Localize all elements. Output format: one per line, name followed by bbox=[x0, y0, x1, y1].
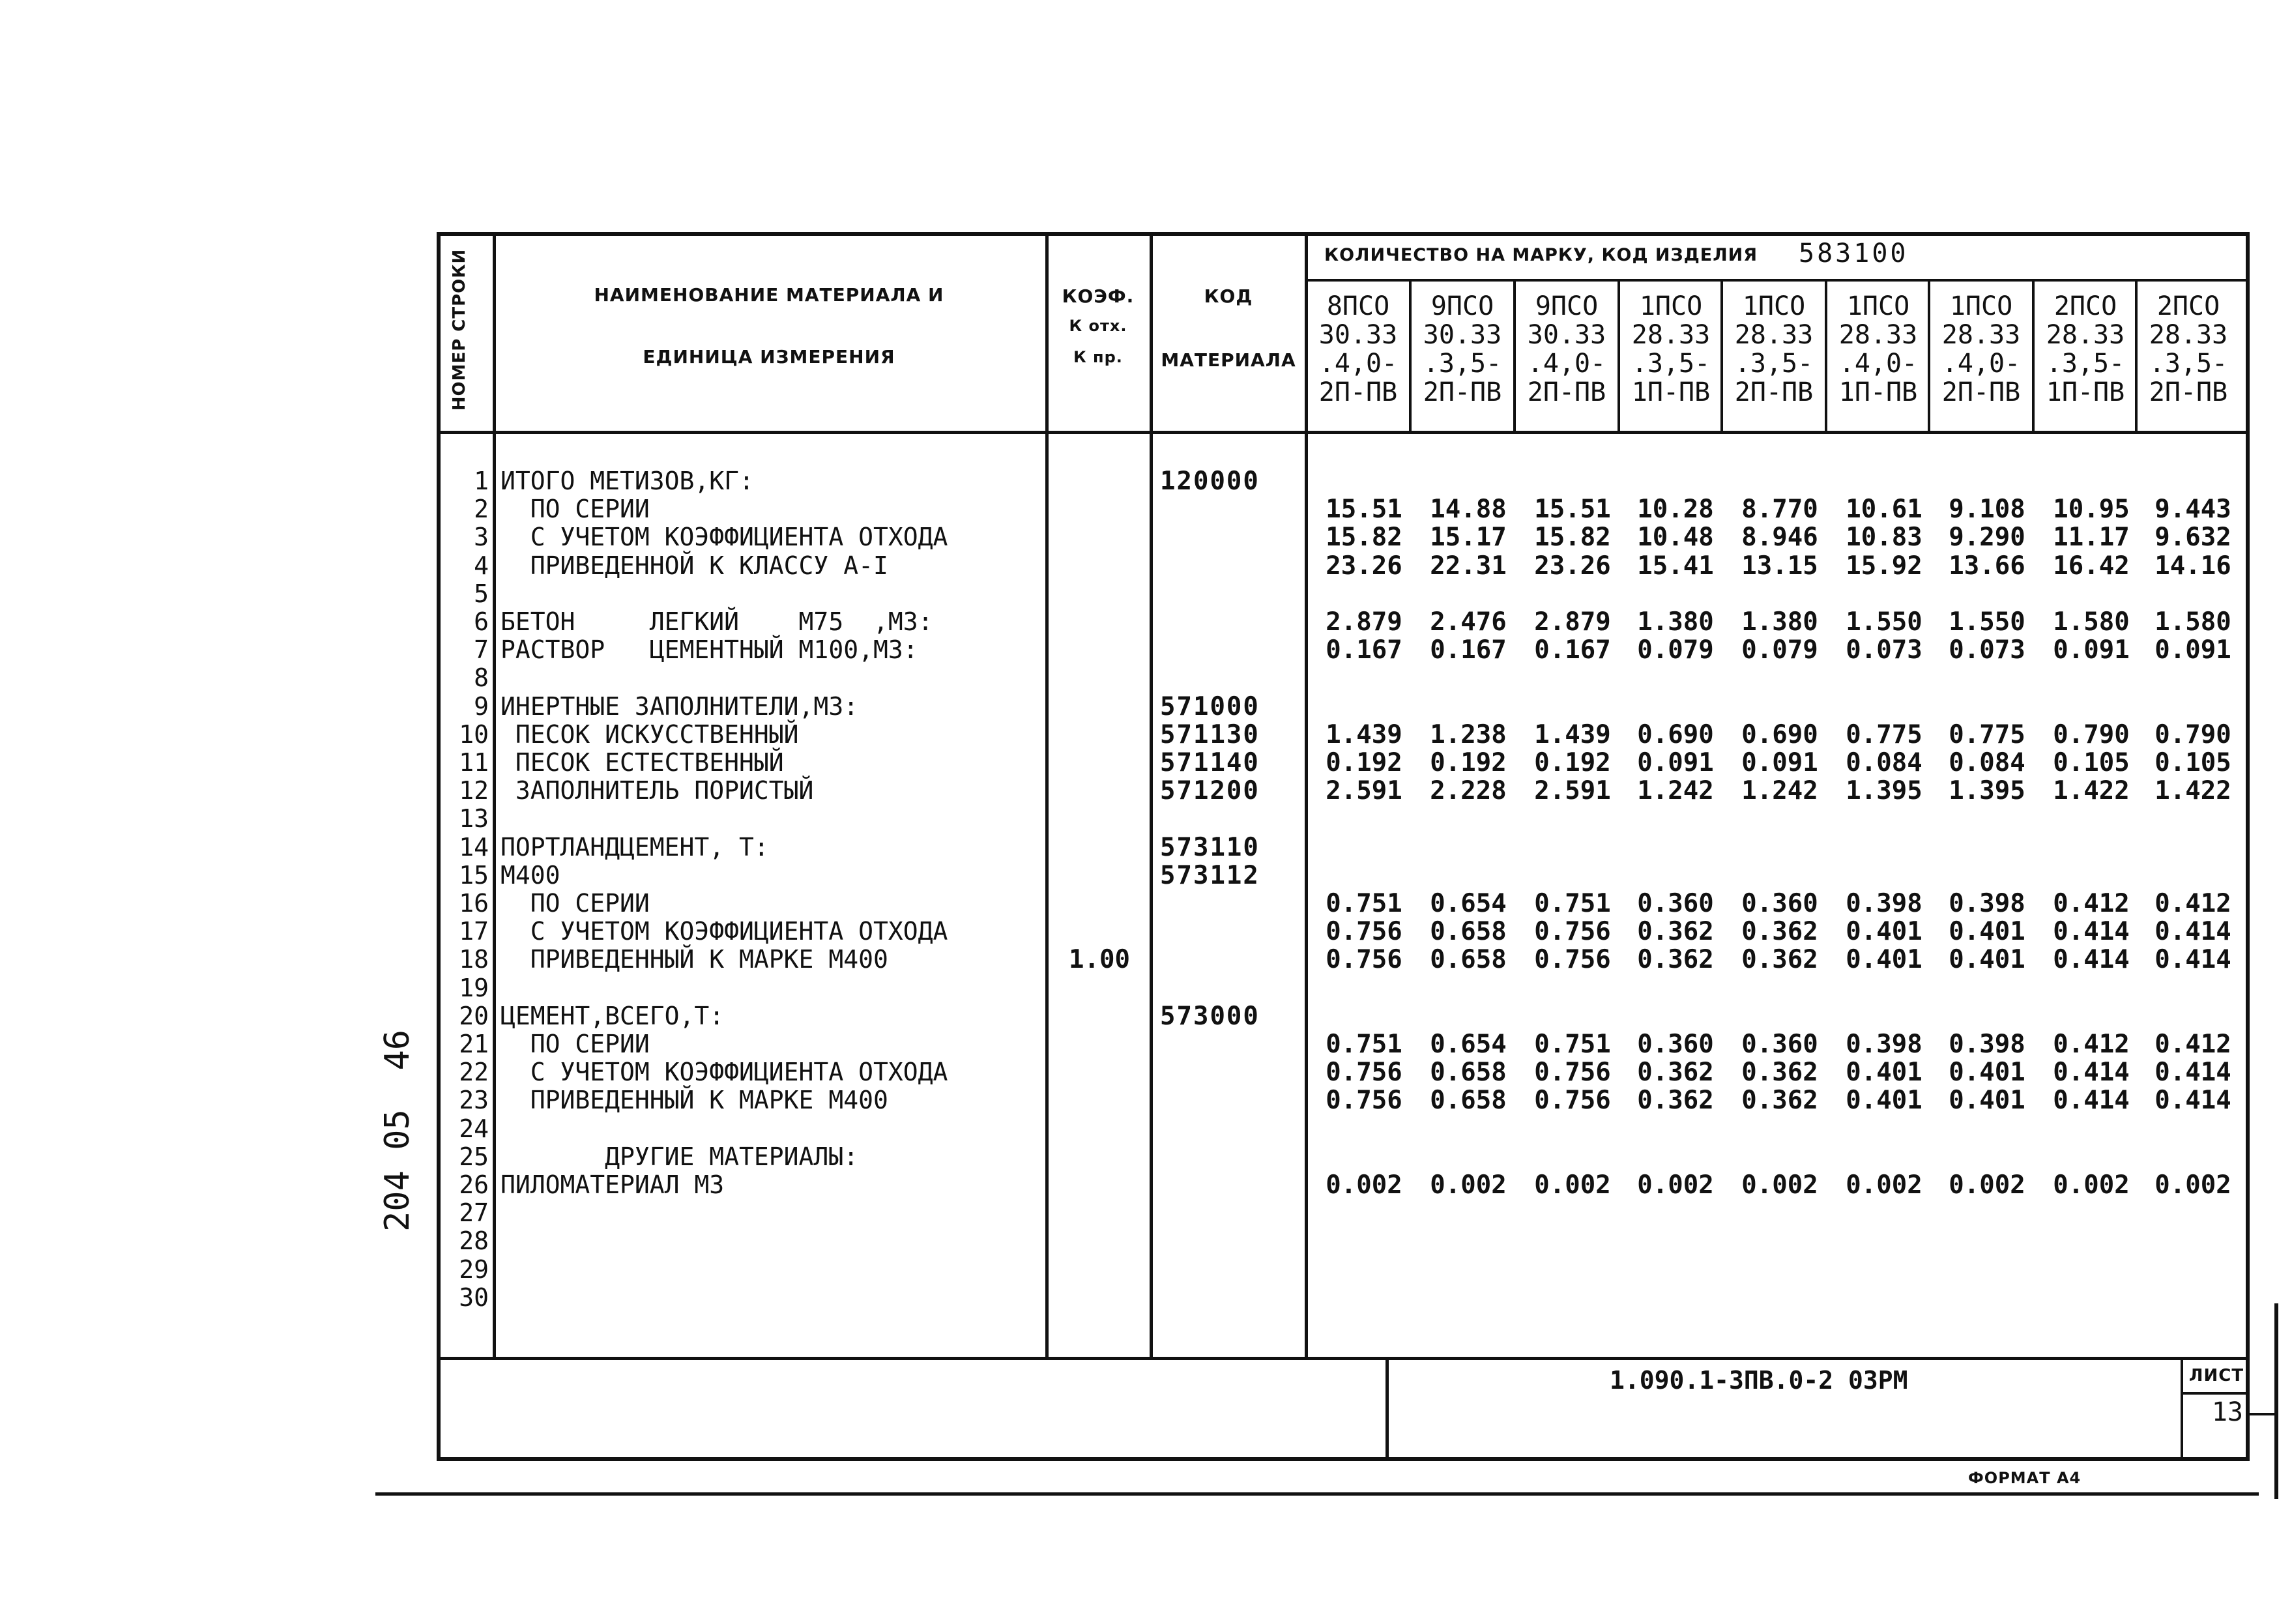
quantity-cell: 0.002 bbox=[1430, 1170, 1507, 1200]
mark-header-line: 30.33 bbox=[1527, 320, 1606, 350]
quantity-cell: 1.439 bbox=[1326, 719, 1402, 749]
row-number: 22 bbox=[459, 1058, 489, 1087]
quantity-cell: 0.414 bbox=[2154, 917, 2231, 947]
quantity-cell: 22.31 bbox=[1430, 551, 1507, 581]
quantity-cell: 16.42 bbox=[2053, 551, 2130, 581]
sheet-box-left bbox=[2181, 1358, 2183, 1459]
frame-top bbox=[437, 232, 2250, 236]
row-number: 20 bbox=[459, 1001, 489, 1030]
quantity-cell: 1.238 bbox=[1430, 719, 1507, 749]
quantity-cell: 0.414 bbox=[2053, 917, 2130, 947]
page-right-tick bbox=[2274, 1303, 2278, 1499]
quantity-cell: 0.412 bbox=[2154, 889, 2231, 918]
row-number-header: НОМЕР СТРОКИ bbox=[450, 248, 469, 411]
material-code: 573112 bbox=[1160, 860, 1260, 890]
quantity-cell: 0.756 bbox=[1534, 1058, 1611, 1088]
quantity-cell: 2.228 bbox=[1430, 776, 1507, 806]
row-number: 21 bbox=[459, 1030, 489, 1058]
quantity-cell: 0.690 bbox=[1741, 719, 1818, 749]
row-number: 24 bbox=[459, 1114, 489, 1143]
row-number: 4 bbox=[474, 551, 489, 580]
coef-header-line3: К пр. bbox=[1073, 348, 1123, 366]
quantity-cell: 2.591 bbox=[1534, 776, 1611, 806]
material-name: ПРИВЕДЕННОЙ К КЛАССУ А-I bbox=[500, 551, 888, 580]
material-name: ПО СЕРИИ bbox=[500, 495, 650, 524]
row-number: 26 bbox=[459, 1170, 489, 1199]
material-name: ЗАПОЛНИТЕЛЬ ПОРИСТЫЙ bbox=[500, 776, 814, 805]
coef-header-line1: КОЭФ. bbox=[1062, 285, 1135, 307]
quantity-cell: 11.17 bbox=[2053, 523, 2130, 553]
mark-header-3 bbox=[1516, 292, 1617, 407]
quantity-cell: 0.690 bbox=[1637, 719, 1714, 749]
quantity-cell: 0.079 bbox=[1741, 635, 1818, 665]
coef-header-line2: К отх. bbox=[1069, 317, 1127, 335]
quantity-cell: 2.879 bbox=[1534, 607, 1611, 637]
quantity-cell: 0.414 bbox=[2053, 945, 2130, 975]
product-code: 583100 bbox=[1799, 239, 1909, 268]
quantity-cell: 2.591 bbox=[1326, 776, 1402, 806]
quantity-cell: 0.790 bbox=[2154, 719, 2231, 749]
quantity-cell: 0.002 bbox=[1846, 1170, 1922, 1200]
quantity-cell: 1.422 bbox=[2154, 776, 2231, 806]
quantity-cell: 0.002 bbox=[2053, 1170, 2130, 1200]
quantity-cell: 0.414 bbox=[2154, 1058, 2231, 1088]
mark-header-line: 30.33 bbox=[1423, 320, 1502, 350]
mark-header-line: 2ПСО bbox=[2053, 291, 2117, 321]
quantity-cell: 15.82 bbox=[1534, 523, 1611, 553]
quantity-cell: 1.242 bbox=[1741, 776, 1818, 806]
col-line-3 bbox=[1150, 232, 1153, 1358]
quantity-cell: 0.398 bbox=[1846, 1030, 1922, 1059]
mark-header-line: 1П-ПВ bbox=[1838, 377, 1918, 407]
material-name: С УЧЕТОМ КОЭФФИЦИЕНТА ОТХОДА bbox=[500, 523, 948, 552]
quantity-cell: 0.756 bbox=[1326, 1086, 1402, 1116]
quantity-cell: 0.360 bbox=[1637, 1030, 1714, 1059]
mark-header-line: .4,0- bbox=[1838, 349, 1918, 379]
quantity-cell: 0.079 bbox=[1637, 635, 1714, 665]
quantity-cell: 0.414 bbox=[2053, 1058, 2130, 1088]
quantity-cell: 0.756 bbox=[1326, 917, 1402, 947]
quantity-cell: 1.580 bbox=[2053, 607, 2130, 637]
format-label: ФОРМАТ А4 bbox=[1968, 1469, 2082, 1487]
quantity-cell: 0.398 bbox=[1846, 889, 1922, 918]
mark-header-line: .3,5- bbox=[2149, 349, 2228, 379]
quantity-cell: 0.084 bbox=[1949, 748, 2025, 777]
mark-header-line: .3,5- bbox=[1734, 349, 1814, 379]
material-name: ЦЕМЕНТ,ВСЕГО,Т: bbox=[500, 1001, 725, 1030]
mark-header-line: 1ПСО bbox=[1846, 291, 1910, 321]
row-number: 18 bbox=[459, 945, 489, 974]
quantity-cell: 8.770 bbox=[1741, 495, 1818, 525]
mark-header-line: 28.33 bbox=[1631, 320, 1711, 350]
quantity-cell: 0.401 bbox=[1846, 1058, 1922, 1088]
quantity-cell: 0.790 bbox=[2053, 719, 2130, 749]
material-code: 120000 bbox=[1160, 467, 1260, 496]
quantity-cell: 0.775 bbox=[1846, 719, 1922, 749]
material-name: ИТОГО МЕТИЗОВ,КГ: bbox=[500, 467, 754, 495]
quantity-cell: 2.476 bbox=[1430, 607, 1507, 637]
quantity-cell: 1.550 bbox=[1949, 607, 2025, 637]
quantity-cell: 0.192 bbox=[1326, 748, 1402, 777]
quantity-cell: 0.362 bbox=[1637, 945, 1714, 975]
material-code: 573000 bbox=[1160, 1001, 1260, 1031]
material-name: ПРИВЕДЕННЫЙ К МАРКЕ М400 bbox=[500, 945, 888, 974]
row-number: 28 bbox=[459, 1226, 489, 1256]
material-name: БЕТОН ЛЕГКИЙ М75 ,М3: bbox=[500, 607, 933, 636]
quantity-cell: 0.756 bbox=[1534, 917, 1611, 947]
quantity-cell: 0.401 bbox=[1846, 917, 1922, 947]
mark-header-line: 2П-ПВ bbox=[2149, 377, 2228, 407]
row-number: 29 bbox=[459, 1254, 489, 1284]
quantity-cell: 0.658 bbox=[1430, 917, 1507, 947]
quantity-cell: 0.751 bbox=[1326, 889, 1402, 918]
quantity-cell: 0.398 bbox=[1949, 1030, 2025, 1059]
name-header-line1: НАИМЕНОВАНИЕ МАТЕРИАЛА И bbox=[594, 284, 944, 306]
row-number: 13 bbox=[459, 804, 489, 834]
sheet-label: ЛИСТ bbox=[2188, 1366, 2244, 1385]
mark-header-line: 2ПСО bbox=[2156, 291, 2220, 321]
quantity-cell: 10.83 bbox=[1846, 523, 1922, 553]
quantity-cell: 0.091 bbox=[2053, 635, 2130, 665]
quantity-cell: 1.380 bbox=[1637, 607, 1714, 637]
quantity-cell: 14.88 bbox=[1430, 495, 1507, 525]
quantity-cell: 0.362 bbox=[1741, 1086, 1818, 1116]
row-number: 17 bbox=[459, 917, 489, 946]
quantity-cell: 0.073 bbox=[1949, 635, 2025, 665]
quantity-cell: 9.443 bbox=[2154, 495, 2231, 525]
footer-divider bbox=[437, 1457, 2250, 1460]
mark-header-line: 1П-ПВ bbox=[2046, 377, 2125, 407]
quantity-cell: 0.105 bbox=[2053, 748, 2130, 777]
mark-header-line: 30.33 bbox=[1318, 320, 1398, 350]
quantity-cell: 0.401 bbox=[1949, 945, 2025, 975]
row-number: 6 bbox=[474, 607, 489, 636]
mark-header-line: 28.33 bbox=[2149, 320, 2228, 350]
quantity-cell: 13.15 bbox=[1741, 551, 1818, 581]
mark-header-line: 9ПСО bbox=[1535, 291, 1599, 321]
material-name: ПЕСОК ЕСТЕСТВЕННЫЙ bbox=[500, 748, 784, 777]
mark-header-line: .4,0- bbox=[1941, 349, 2021, 379]
mark-header-line: .3,5- bbox=[1423, 349, 1502, 379]
quantity-cell: 0.751 bbox=[1326, 1030, 1402, 1059]
quantity-cell: 15.92 bbox=[1846, 551, 1922, 581]
quantity-cell: 15.82 bbox=[1326, 523, 1402, 553]
mark-header-line: 28.33 bbox=[1941, 320, 2021, 350]
quantity-cell: 0.658 bbox=[1430, 945, 1507, 975]
quantity-cell: 0.658 bbox=[1430, 1086, 1507, 1116]
quantity-cell: 0.360 bbox=[1637, 889, 1714, 918]
qty-header-line bbox=[1306, 279, 2250, 282]
quantity-cell: 0.192 bbox=[1534, 748, 1611, 777]
quantity-cell: 0.084 bbox=[1846, 748, 1922, 777]
mark-header-line: .3,5- bbox=[1631, 349, 1711, 379]
material-name: ПОРТЛАНДЦЕМЕНТ, Т: bbox=[500, 832, 769, 862]
material-name: М400 bbox=[500, 860, 560, 890]
mark-header-line: 2П-ПВ bbox=[1527, 377, 1606, 407]
quantity-cell: 13.66 bbox=[1949, 551, 2025, 581]
quantity-cell: 0.401 bbox=[1949, 917, 2025, 947]
row-number: 8 bbox=[474, 663, 489, 693]
mark-header-6 bbox=[1827, 292, 1929, 407]
quantity-cell: 1.380 bbox=[1741, 607, 1818, 637]
quantity-cell: 0.401 bbox=[1846, 1086, 1922, 1116]
quantity-cell: 0.002 bbox=[1637, 1170, 1714, 1200]
quantity-cell: 0.360 bbox=[1741, 1030, 1818, 1059]
quantity-cell: 0.414 bbox=[2154, 945, 2231, 975]
sheet-tick bbox=[2250, 1413, 2276, 1415]
quantity-cell: 0.002 bbox=[1326, 1170, 1402, 1200]
quantity-cell: 0.401 bbox=[1846, 945, 1922, 975]
material-name: ПО СЕРИИ bbox=[500, 1030, 650, 1058]
quantity-cell: 15.51 bbox=[1326, 495, 1402, 525]
row-number: 2 bbox=[474, 495, 489, 524]
quantity-cell: 8.946 bbox=[1741, 523, 1818, 553]
quantity-cell: 1.395 bbox=[1949, 776, 2025, 806]
quantity-cell: 0.360 bbox=[1741, 889, 1818, 918]
quantity-cell: 1.550 bbox=[1846, 607, 1922, 637]
document-code: 1.090.1-3ПВ.0-2 03РМ bbox=[1610, 1366, 1908, 1395]
quantity-cell: 1.395 bbox=[1846, 776, 1922, 806]
quantity-cell: 0.362 bbox=[1741, 1058, 1818, 1088]
quantity-cell: 0.756 bbox=[1534, 945, 1611, 975]
row-number: 14 bbox=[459, 832, 489, 862]
quantity-cell: 0.654 bbox=[1430, 1030, 1507, 1059]
mark-header-line: .4,0- bbox=[1318, 349, 1398, 379]
quantity-cell: 0.401 bbox=[1949, 1058, 2025, 1088]
row-number: 30 bbox=[459, 1283, 489, 1312]
material-code: 571130 bbox=[1160, 719, 1260, 749]
quantity-cell: 10.95 bbox=[2053, 495, 2130, 525]
material-name: С УЧЕТОМ КОЭФФИЦИЕНТА ОТХОДА bbox=[500, 917, 948, 946]
quantity-cell: 1.242 bbox=[1637, 776, 1714, 806]
row-number: 19 bbox=[459, 973, 489, 1002]
quantity-cell: 0.362 bbox=[1637, 1058, 1714, 1088]
quantity-cell: 14.16 bbox=[2154, 551, 2231, 581]
mark-header-4 bbox=[1620, 292, 1722, 407]
quantity-cell: 0.756 bbox=[1534, 1086, 1611, 1116]
mark-header-1 bbox=[1307, 292, 1409, 407]
spec-sheet bbox=[437, 232, 2250, 1487]
quantity-cell: 0.362 bbox=[1637, 917, 1714, 947]
mark-header-line: 1ПСО bbox=[1949, 291, 2013, 321]
quantity-cell: 0.751 bbox=[1534, 1030, 1611, 1059]
row-number: 15 bbox=[459, 860, 489, 890]
quantity-cell: 0.167 bbox=[1534, 635, 1611, 665]
quantity-cell: 0.362 bbox=[1637, 1086, 1714, 1116]
name-header-line2: ЕДИНИЦА ИЗМЕРЕНИЯ bbox=[643, 346, 895, 368]
quantity-cell: 0.414 bbox=[2053, 1086, 2130, 1116]
quantity-cell: 10.61 bbox=[1846, 495, 1922, 525]
material-name: ИНЕРТНЫЕ ЗАПОЛНИТЕЛИ,М3: bbox=[500, 691, 859, 721]
row-number: 23 bbox=[459, 1086, 489, 1115]
quantity-cell: 23.26 bbox=[1326, 551, 1402, 581]
quantity-cell: 0.362 bbox=[1741, 945, 1818, 975]
quantity-cell: 0.658 bbox=[1430, 1058, 1507, 1088]
quantity-cell: 0.412 bbox=[2053, 889, 2130, 918]
margin-note bbox=[378, 1030, 417, 1232]
mark-header-line: 2П-ПВ bbox=[1734, 377, 1814, 407]
frame-right bbox=[2246, 232, 2250, 1461]
quantity-cell: 0.412 bbox=[2154, 1030, 2231, 1059]
mark-header-line: .4,0- bbox=[1527, 349, 1606, 379]
quantity-cell: 1.580 bbox=[2154, 607, 2231, 637]
quantity-cell: 0.398 bbox=[1949, 889, 2025, 918]
stamp-divider bbox=[1385, 1358, 1389, 1459]
material-name: ПЕСОК ИСКУССТВЕННЫЙ bbox=[500, 719, 799, 749]
mark-header-line: .3,5- bbox=[2046, 349, 2125, 379]
margin-note-page: 46 bbox=[378, 1029, 417, 1071]
header-divider bbox=[437, 431, 2250, 434]
row-number: 1 bbox=[474, 467, 489, 495]
row-number: 12 bbox=[459, 776, 489, 805]
code-header-line2: МАТЕРИАЛА bbox=[1161, 349, 1296, 371]
quantity-cell: 0.091 bbox=[1741, 748, 1818, 777]
row-number: 11 bbox=[459, 748, 489, 777]
row-number: 10 bbox=[459, 719, 489, 749]
quantity-cell: 0.002 bbox=[1534, 1170, 1611, 1200]
material-name: РАСТВОР ЦЕМЕНТНЫЙ М100,М3: bbox=[500, 635, 918, 665]
quantity-cell: 0.654 bbox=[1430, 889, 1507, 918]
quantity-cell: 0.105 bbox=[2154, 748, 2231, 777]
quantity-cell: 9.290 bbox=[1949, 523, 2025, 553]
quantity-cell: 0.756 bbox=[1326, 1058, 1402, 1088]
quantity-cell: 0.362 bbox=[1741, 917, 1818, 947]
row-number: 5 bbox=[474, 579, 489, 608]
col-line-2 bbox=[1045, 232, 1049, 1358]
quantity-cell: 0.167 bbox=[1430, 635, 1507, 665]
quantity-cell: 0.002 bbox=[1949, 1170, 2025, 1200]
material-code: 573110 bbox=[1160, 832, 1260, 862]
quantity-cell: 0.091 bbox=[1637, 748, 1714, 777]
sheet-number: 13 bbox=[2211, 1397, 2243, 1427]
quantity-cell: 10.28 bbox=[1637, 495, 1714, 525]
mark-header-5 bbox=[1723, 292, 1825, 407]
quantity-cell: 1.439 bbox=[1534, 719, 1611, 749]
mark-header-line: 2П-ПВ bbox=[1941, 377, 2021, 407]
material-name: ДРУГИЕ МАТЕРИАЛЫ: bbox=[500, 1142, 859, 1171]
quantity-cell: 1.422 bbox=[2053, 776, 2130, 806]
mark-header-line: 28.33 bbox=[1734, 320, 1814, 350]
row-number: 3 bbox=[474, 523, 489, 552]
quantity-cell: 0.412 bbox=[2053, 1030, 2130, 1059]
code-header-line1: КОД bbox=[1204, 285, 1253, 307]
row-number: 16 bbox=[459, 889, 489, 918]
quantity-cell: 0.091 bbox=[2154, 635, 2231, 665]
quantity-cell: 0.002 bbox=[2154, 1170, 2231, 1200]
mark-header-line: 1П-ПВ bbox=[1631, 377, 1711, 407]
quantity-cell: 0.002 bbox=[1741, 1170, 1818, 1200]
quantity-cell: 0.751 bbox=[1534, 889, 1611, 918]
material-code: 571200 bbox=[1160, 776, 1260, 806]
material-name: С УЧЕТОМ КОЭФФИЦИЕНТА ОТХОДА bbox=[500, 1058, 948, 1087]
mark-header-line: 2П-ПВ bbox=[1423, 377, 1502, 407]
quantity-cell: 15.51 bbox=[1534, 495, 1611, 525]
mark-header-line: 2П-ПВ bbox=[1318, 377, 1398, 407]
page-bottom-line bbox=[375, 1492, 2259, 1496]
quantity-cell: 15.41 bbox=[1637, 551, 1714, 581]
mark-header-line: 28.33 bbox=[2046, 320, 2125, 350]
material-code: 571140 bbox=[1160, 748, 1260, 777]
margin-note-number: 204 05 bbox=[378, 1109, 417, 1232]
mark-header-line: 1ПСО bbox=[1742, 291, 1806, 321]
quantity-cell: 9.632 bbox=[2154, 523, 2231, 553]
coefficient: 1.00 bbox=[1069, 945, 1130, 975]
mark-header-7 bbox=[1930, 292, 2032, 407]
quantity-cell: 15.17 bbox=[1430, 523, 1507, 553]
sheet-box-mid bbox=[2181, 1392, 2250, 1395]
quantity-cell: 0.167 bbox=[1326, 635, 1402, 665]
body-divider bbox=[437, 1357, 2250, 1360]
mark-header-line: 1ПСО bbox=[1639, 291, 1703, 321]
material-name: ПРИВЕДЕННЫЙ К МАРКЕ М400 bbox=[500, 1086, 888, 1115]
row-number: 7 bbox=[474, 635, 489, 665]
row-number: 27 bbox=[459, 1198, 489, 1228]
row-number: 9 bbox=[474, 691, 489, 721]
quantity-cell: 0.073 bbox=[1846, 635, 1922, 665]
mark-header-line: 28.33 bbox=[1838, 320, 1918, 350]
mark-header-8 bbox=[2035, 292, 2136, 407]
quantity-cell: 23.26 bbox=[1534, 551, 1611, 581]
material-code: 571000 bbox=[1160, 691, 1260, 721]
quantity-cell: 0.192 bbox=[1430, 748, 1507, 777]
mark-header-9 bbox=[2138, 292, 2239, 407]
quantity-cell: 0.756 bbox=[1326, 945, 1402, 975]
mark-header-line: 8ПСО bbox=[1326, 291, 1390, 321]
row-number: 25 bbox=[459, 1142, 489, 1171]
material-name: ПО СЕРИИ bbox=[500, 889, 650, 918]
col-line-1 bbox=[493, 232, 496, 1358]
quantity-cell: 9.108 bbox=[1949, 495, 2025, 525]
quantity-cell: 0.775 bbox=[1949, 719, 2025, 749]
quantity-cell: 10.48 bbox=[1637, 523, 1714, 553]
quantity-cell: 0.401 bbox=[1949, 1086, 2025, 1116]
mark-header-line: 9ПСО bbox=[1430, 291, 1494, 321]
mark-header-2 bbox=[1412, 292, 1513, 407]
material-name: ПИЛОМАТЕРИАЛ М3 bbox=[500, 1170, 725, 1199]
quantity-cell: 2.879 bbox=[1326, 607, 1402, 637]
quantity-cell: 0.414 bbox=[2154, 1086, 2231, 1116]
qty-header-title: КОЛИЧЕСТВО НА МАРКУ, КОД ИЗДЕЛИЯ bbox=[1324, 245, 1758, 265]
